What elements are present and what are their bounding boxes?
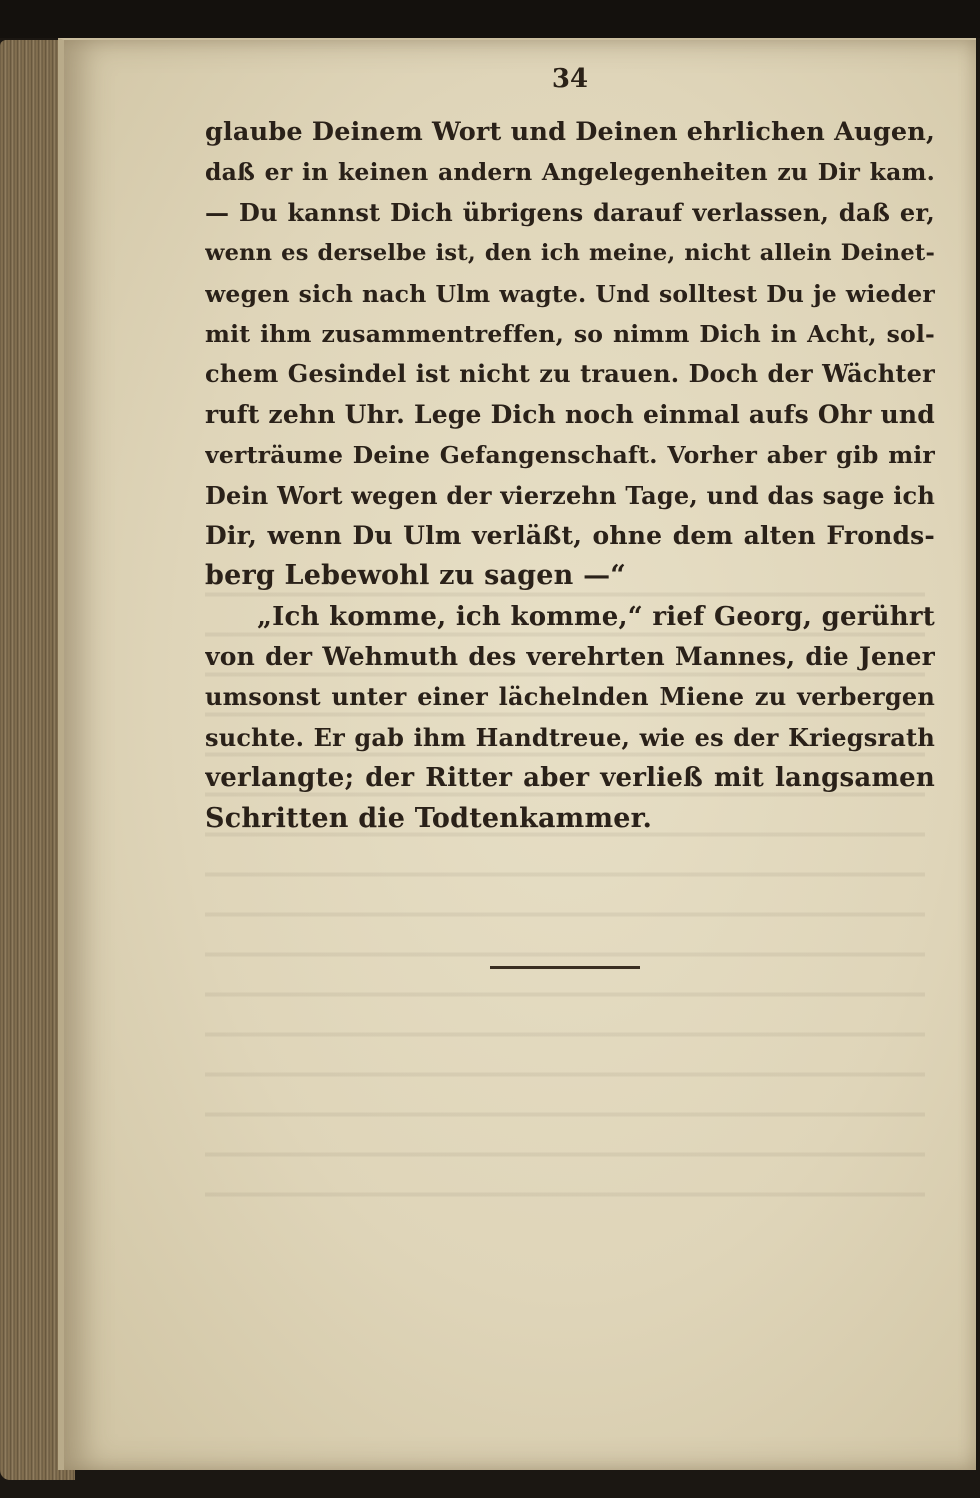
scan-background-top [0,0,980,38]
text-line: daß er in keinen andern Angelegenheiten zu Dir kam. [205,158,935,187]
text-line: verlangte; der Ritter aber verließ mit langsamen [205,763,935,794]
text-line: von der Wehmuth des verehrten Mannes, die Jener [205,642,935,672]
text-line: — Du kannst Dich übrigens darauf verlassen, daß er, [205,197,935,227]
text-line: glaube Deinem Wort und Deinen ehrlichen Augen, [205,117,935,147]
text-line: chem Gesindel ist nicht zu trauen. Doch der Wächter [205,359,935,389]
text-line: ruft zehn Uhr. Lege Dich noch einmal aufs Ohr und [205,399,935,429]
text-line: mit ihm zusammentreffen, so nimm Dich in Acht, sol- [205,319,935,348]
section-rule [490,966,640,969]
text-line: suchte. Er gab ihm Handtreue, wie es der Kriegsrath [205,722,935,752]
text-line: Dein Wort wegen der vierzehn Tage, und das sage ich [205,480,935,510]
text-line: wenn es derselbe ist, den ich meine, nicht allein Deinet- [205,240,935,267]
text-line: Schritten die Todtenkammer. [205,802,653,834]
text-line: berg Lebewohl zu sagen —“ [205,560,626,592]
text-line: Dir, wenn Du Ulm verläßt, ohne dem alten Fronds- [205,520,935,550]
page-number: 34 [551,64,589,94]
text-line: umsonst unter einer lächelnden Miene zu verbergen [205,682,935,712]
text-line: verträume Deine Gefangenschaft. Vorher aber gib mir [205,441,935,470]
text-line: wegen sich nach Ulm wagte. Und solltest Du je wieder [205,279,935,308]
text-line: „Ich komme, ich komme,“ rief Georg, gerührt [257,601,935,632]
body-text [205,112,935,839]
